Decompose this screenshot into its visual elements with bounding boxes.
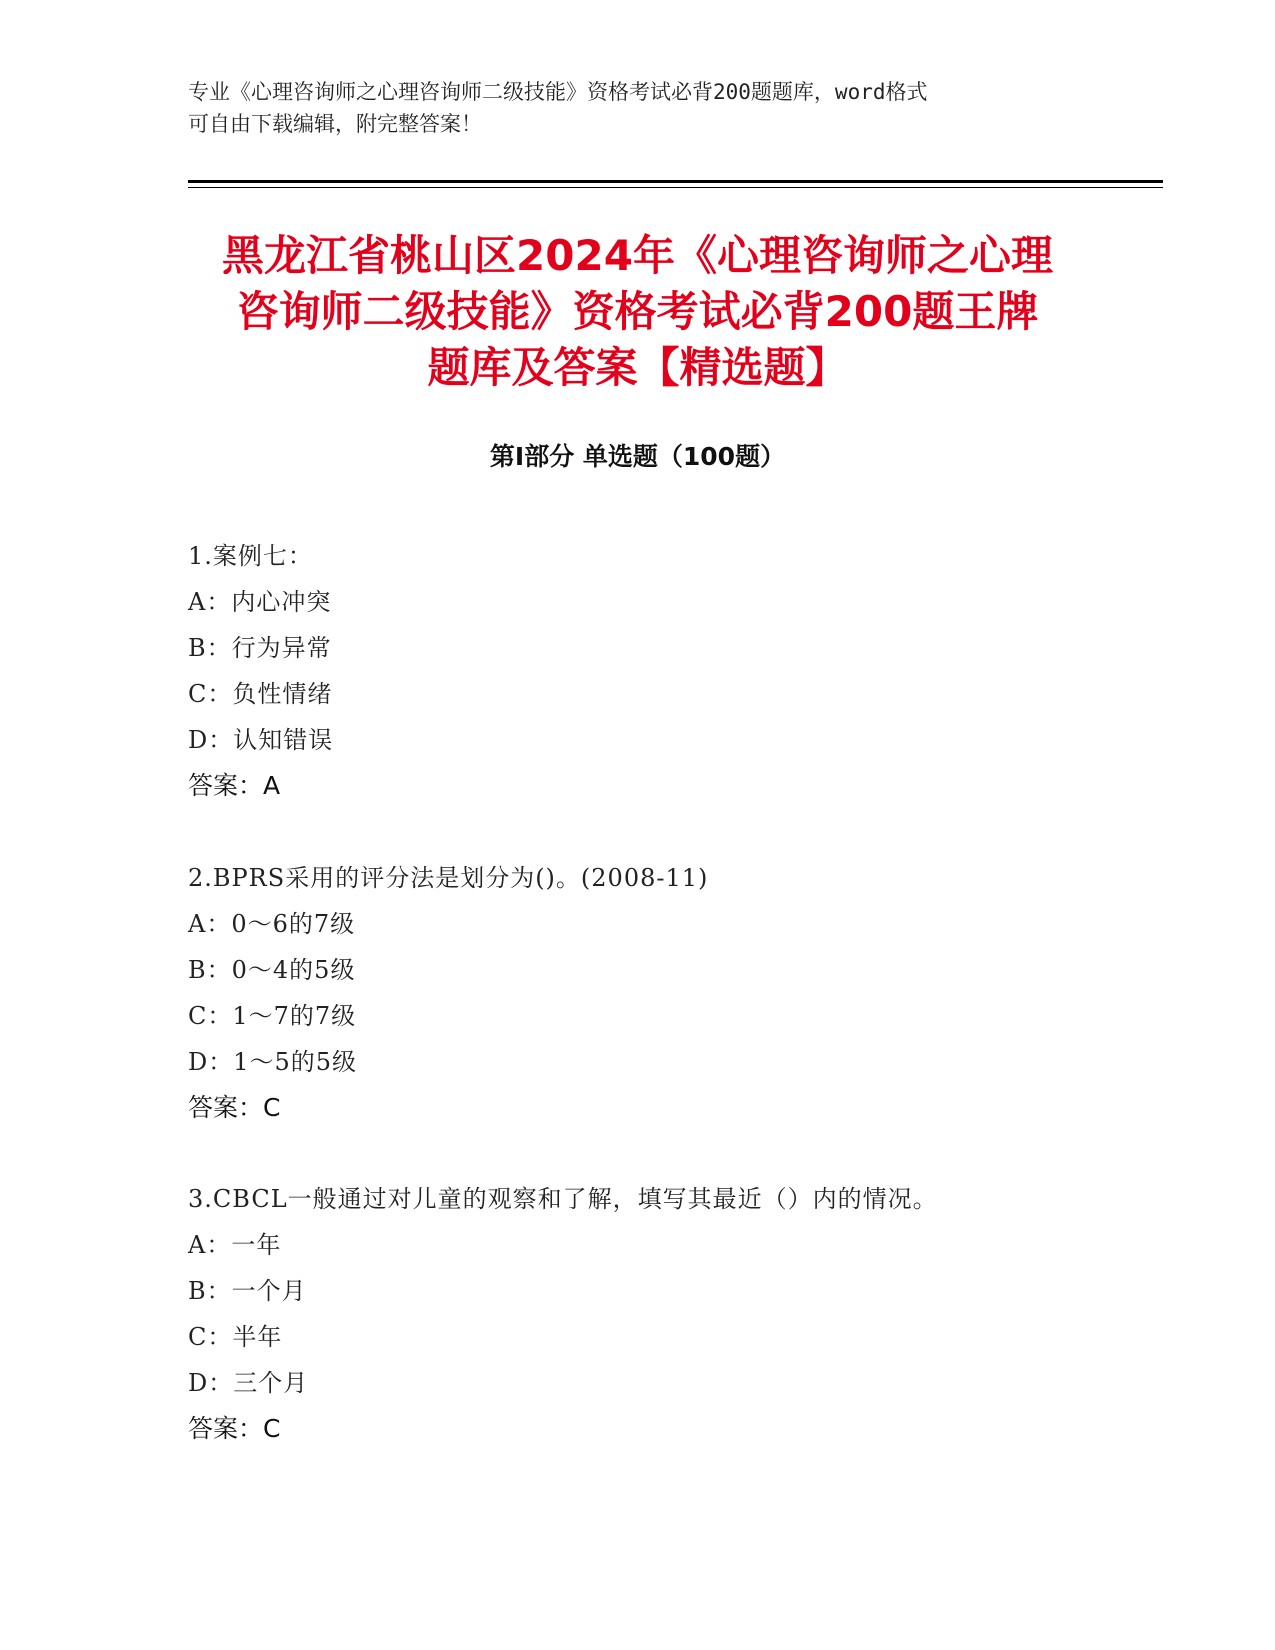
header-note-line-1: 专业《心理咨询师之心理咨询师二级技能》资格考试必背200题题库，word格式	[188, 80, 928, 104]
answer: 答案：C	[188, 1414, 281, 1443]
header-divider-thick	[188, 180, 1163, 183]
question-stem: 1.案例七：	[188, 542, 313, 570]
question-stem: 2.BPRS采用的评分法是划分为()。(2008-11)	[188, 864, 709, 892]
header-note	[188, 76, 1088, 140]
question-1	[188, 533, 1188, 809]
option-b: B：行为异常	[188, 634, 332, 662]
option-a: A：内心冲突	[188, 588, 332, 616]
question-3	[188, 1176, 1188, 1452]
option-c: C：半年	[188, 1323, 283, 1351]
document-title-line-1: 黑龙江省桃山区2024年《心理咨询师之心理	[222, 231, 1053, 280]
option-b: B：0～4的5级	[188, 956, 356, 984]
option-d: D：认知错误	[188, 726, 334, 754]
option-d: D：三个月	[188, 1369, 309, 1397]
answer: 答案：C	[188, 1093, 281, 1122]
question-stem: 3.CBCL一般通过对儿童的观察和了解，填写其最近（）内的情况。	[188, 1185, 938, 1213]
option-a: A：一年	[188, 1231, 282, 1259]
option-c: C：1～7的7级	[188, 1002, 357, 1030]
document-title-line-3: 题库及答案【精选题】	[427, 343, 848, 392]
option-d: D：1～5的5级	[188, 1048, 358, 1076]
option-a: A：0～6的7级	[188, 910, 356, 938]
document-title	[160, 228, 1115, 396]
header-divider-thin	[188, 187, 1163, 188]
option-b: B：一个月	[188, 1277, 307, 1305]
header-note-line-2: 可自由下载编辑，附完整答案！	[188, 112, 482, 136]
section-heading: 第Ⅰ部分 单选题（100题）	[489, 442, 786, 471]
answer: 答案：A	[188, 771, 281, 800]
document-title-line-2: 咨询师二级技能》资格考试必背200题王牌	[236, 287, 1039, 336]
question-2	[188, 855, 1188, 1131]
option-c: C：负性情绪	[188, 680, 333, 708]
